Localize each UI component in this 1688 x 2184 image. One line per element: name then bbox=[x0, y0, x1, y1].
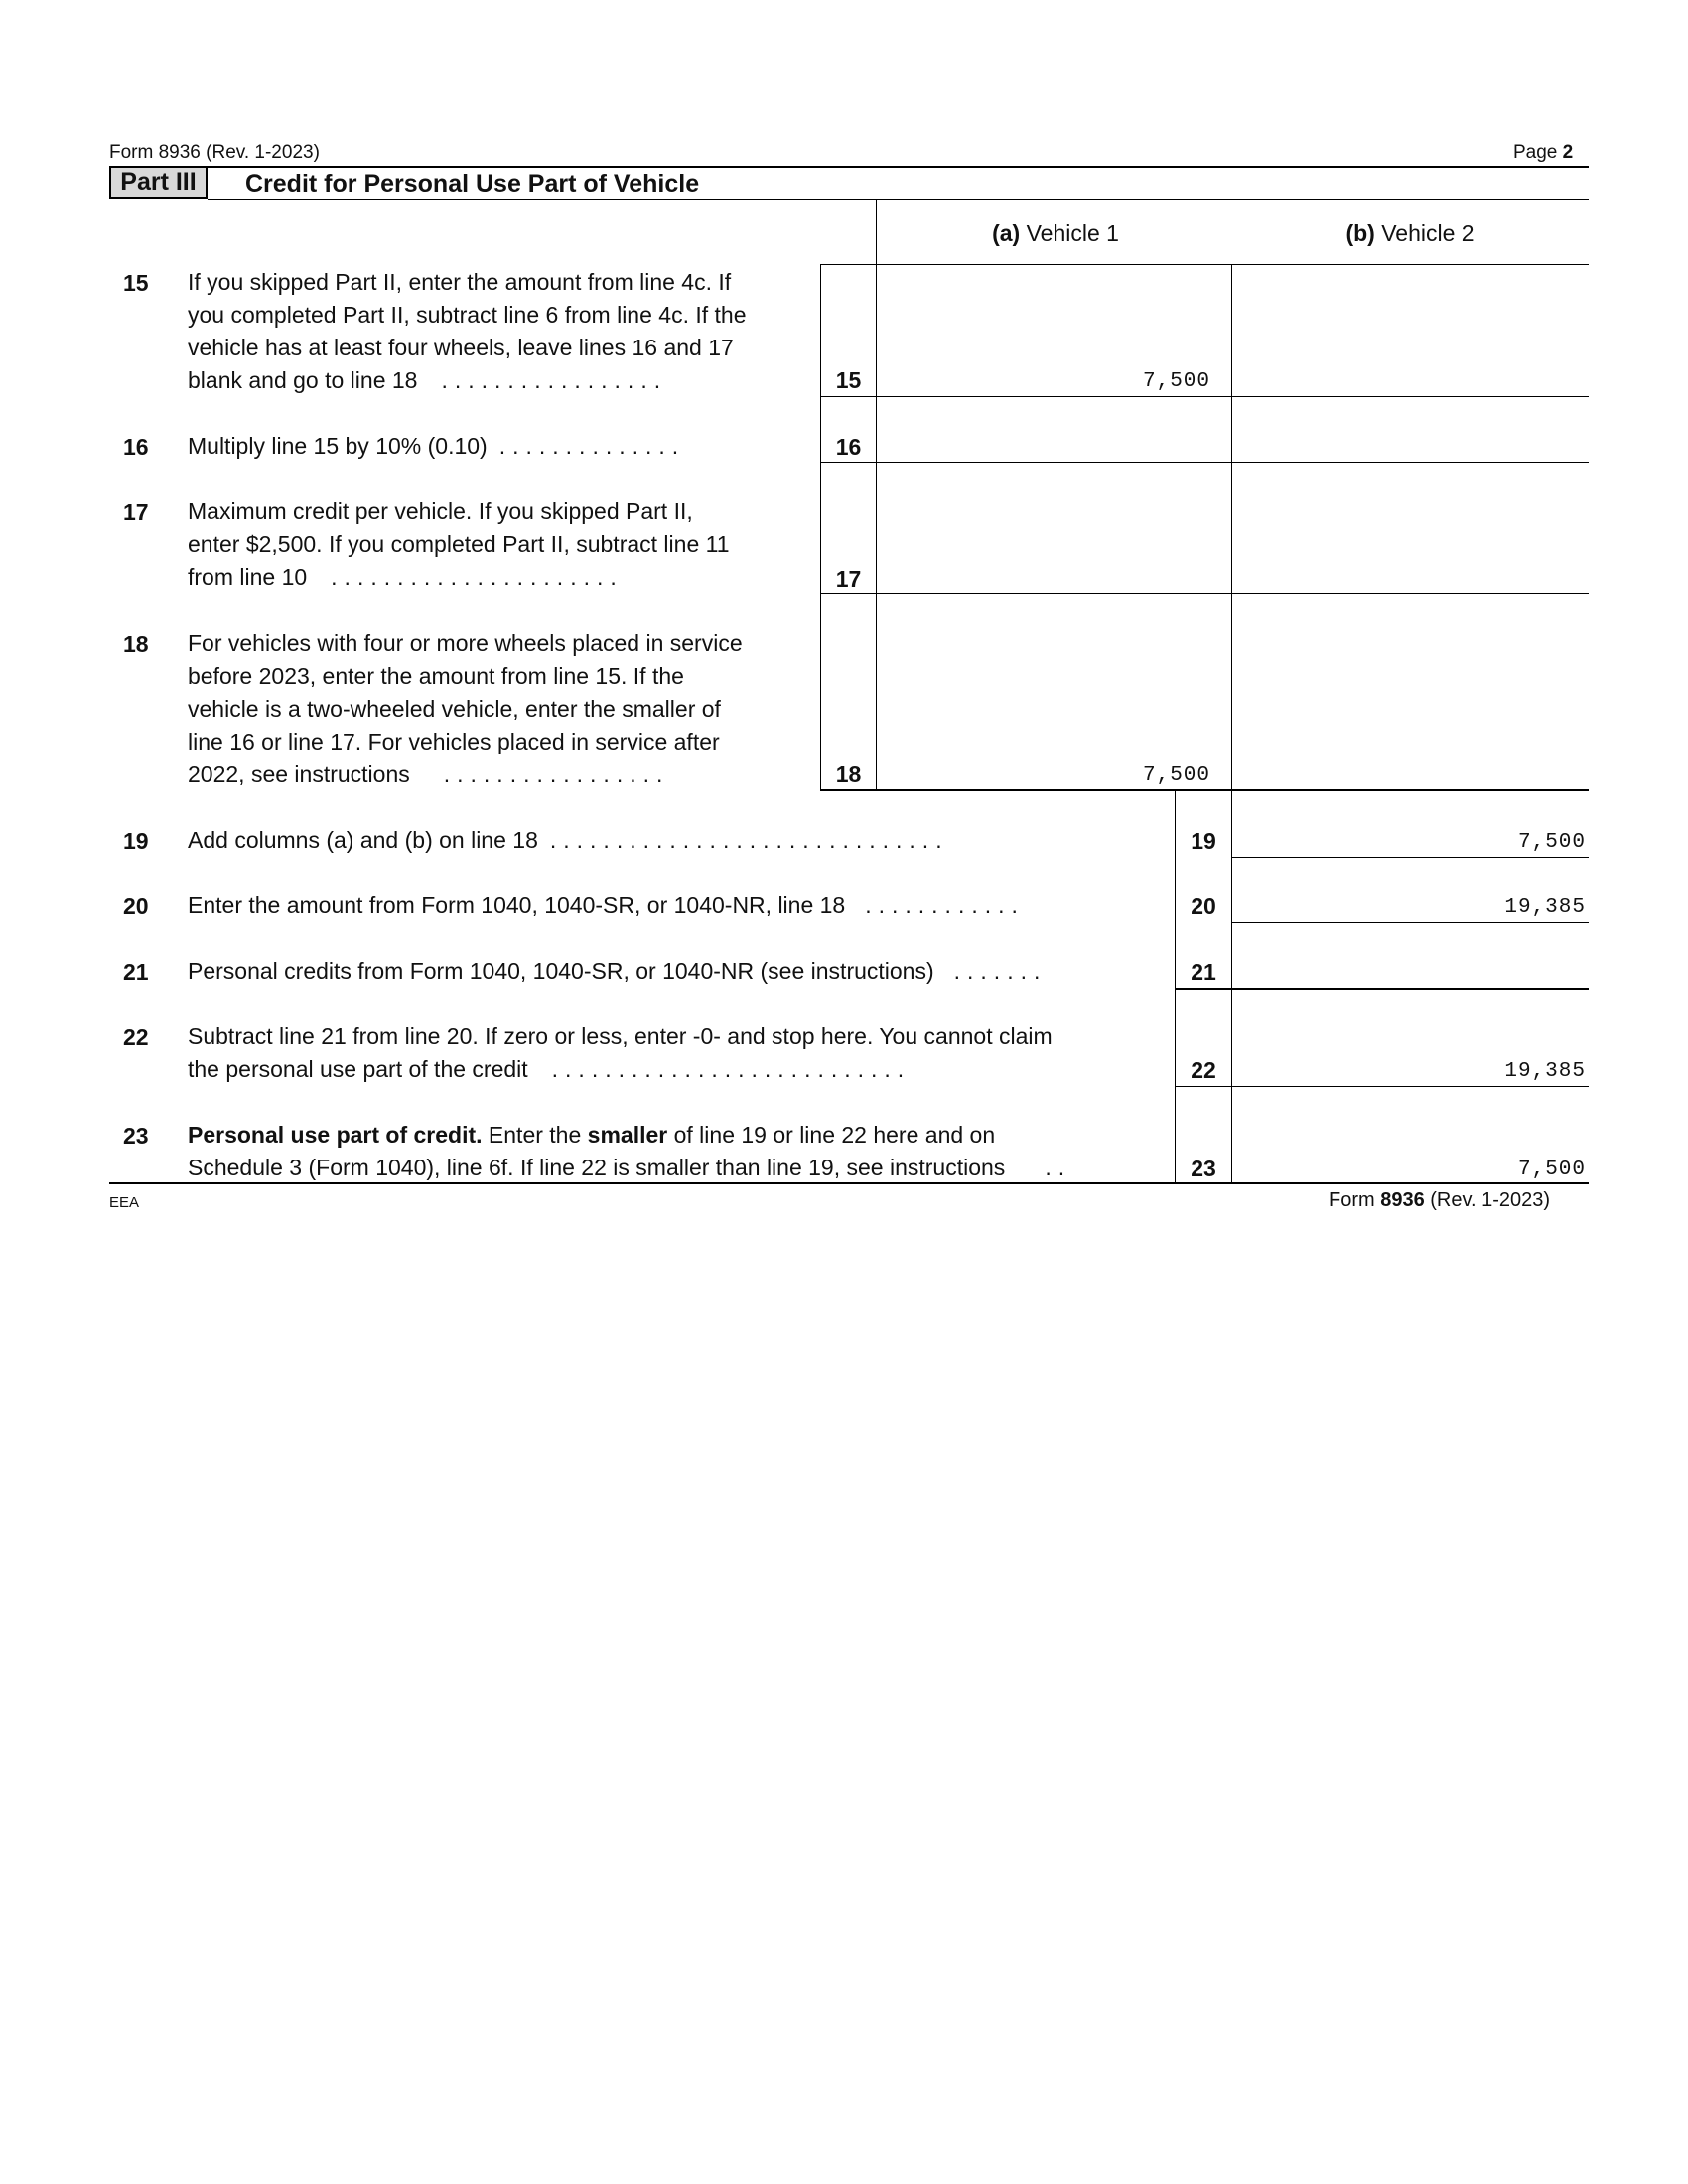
part-title-rule bbox=[208, 199, 1589, 200]
line-16-text-1: Multiply line 15 by 10% (0.10) bbox=[188, 433, 488, 459]
line-23-bold-title: Personal use part of credit. bbox=[188, 1122, 483, 1148]
column-a-letter: (a) bbox=[992, 220, 1021, 246]
line-22-text-1: Subtract line 21 from line 20. If zero or less, enter -0- and stop here. You cannot claim bbox=[188, 1024, 1053, 1049]
line-17-text-2: enter $2,500. If you completed Part II, subtract line 11 bbox=[188, 531, 730, 557]
line-21-text bbox=[188, 955, 1047, 988]
line-21-text-main: Personal credits from Form 1040, 1040-SR, or 1040-NR (see instructions) bbox=[188, 958, 934, 984]
line-20-text-main: Enter the amount from Form 1040, 1040-SR, or 1040-NR, line 18 bbox=[188, 892, 846, 918]
line-15-text-2: you completed Part II, subtract line 6 from line 4c. If the bbox=[188, 302, 747, 328]
line-23-box: 23 bbox=[1191, 1156, 1216, 1181]
row18-bottom-rule bbox=[820, 789, 1589, 791]
form-bottom-rule bbox=[109, 1182, 1589, 1184]
line-23-number: 23 bbox=[123, 1123, 149, 1149]
row17-bottom-rule bbox=[820, 593, 1589, 594]
column-b-header bbox=[1231, 220, 1589, 247]
page-number bbox=[1513, 142, 1573, 164]
line-18-text-3: vehicle is a two-wheeled vehicle, enter the smaller of bbox=[188, 696, 721, 722]
page-label: Page bbox=[1513, 142, 1563, 163]
line-18-text-2: before 2023, enter the amount from line 15. If the bbox=[188, 663, 684, 689]
line-19-text bbox=[188, 824, 949, 857]
line-23-text-2: Schedule 3 (Form 1040), line 6f. If line 22 is smaller than line 19, see instructions bbox=[188, 1155, 1006, 1180]
line-15-text-1: If you skipped Part II, enter the amount from line 4c. If bbox=[188, 269, 732, 295]
line-23-text-b: of line 19 or line 22 here and on bbox=[667, 1122, 996, 1148]
line-20-text bbox=[188, 889, 1025, 922]
footer-eea: EEA bbox=[109, 1194, 140, 1211]
row15-bottom-rule bbox=[820, 396, 1589, 397]
row22-bottom-rule bbox=[1175, 1086, 1589, 1087]
line-22-text-2: the personal use part of the credit bbox=[188, 1056, 528, 1082]
vehicle1-column-left-rule bbox=[876, 264, 877, 790]
line-17-text bbox=[188, 495, 730, 594]
line-18-dots: ................. bbox=[443, 761, 670, 787]
line-17-text-1: Maximum credit per vehicle. If you skipped Part II, bbox=[188, 498, 693, 524]
line-20-number: 20 bbox=[123, 893, 149, 919]
page-number-value: 2 bbox=[1562, 142, 1574, 163]
part-label: Part III bbox=[109, 168, 208, 199]
line-22-text bbox=[188, 1021, 1053, 1086]
line-19-dots: .............................. bbox=[549, 827, 949, 853]
line-15-text-3: vehicle has at least four wheels, leave lines 16 and 17 bbox=[188, 335, 734, 360]
column-b-letter: (b) bbox=[1345, 220, 1375, 246]
line-19-box: 19 bbox=[1191, 828, 1216, 854]
row21-bottom-rule bbox=[1175, 988, 1589, 990]
line-16-box: 16 bbox=[835, 434, 862, 460]
line-15-text bbox=[188, 266, 747, 397]
row16-bottom-rule bbox=[820, 462, 1589, 463]
row19-bottom-rule bbox=[1231, 857, 1589, 858]
line-18-text-5: 2022, see instructions bbox=[188, 761, 410, 787]
line-16-number: 16 bbox=[123, 434, 149, 460]
line-19-text-main: Add columns (a) and (b) on line 18 bbox=[188, 827, 538, 853]
column-a-header bbox=[877, 220, 1234, 247]
line-23-text bbox=[188, 1119, 1071, 1184]
line-20-amount[interactable]: 19,385 bbox=[1504, 896, 1586, 919]
line-15-box: 15 bbox=[835, 367, 862, 393]
column-a-label: Vehicle 1 bbox=[1020, 220, 1119, 246]
line-20-dots: ............ bbox=[865, 892, 1025, 918]
line-17-text-3: from line 10 bbox=[188, 564, 308, 590]
line-18-text-4: line 16 or line 17. For vehicles placed in service after bbox=[188, 729, 720, 754]
footer-form-number: 8936 bbox=[1380, 1189, 1425, 1211]
line-15-dots: ................. bbox=[441, 367, 668, 393]
line-16-dots: .............. bbox=[498, 433, 686, 459]
line-18-number: 18 bbox=[123, 631, 149, 657]
line-18-text-1: For vehicles with four or more wheels placed in service bbox=[188, 630, 743, 656]
footer-form-id bbox=[1329, 1189, 1550, 1212]
line-17-dots: ...................... bbox=[331, 564, 624, 590]
vehicle2-column-left-rule bbox=[1231, 264, 1232, 790]
line-15-vehicle1-amount[interactable]: 7,500 bbox=[1142, 370, 1210, 393]
line-22-amount[interactable]: 19,385 bbox=[1504, 1060, 1586, 1083]
line-22-number: 22 bbox=[123, 1024, 149, 1050]
line-15-text-4: blank and go to line 18 bbox=[188, 367, 418, 393]
line-23-text-a: Enter the bbox=[482, 1122, 588, 1148]
part-title: Credit for Personal Use Part of Vehicle bbox=[245, 170, 700, 198]
row20-bottom-rule bbox=[1231, 922, 1589, 923]
line-15-number: 15 bbox=[123, 270, 149, 296]
footer-form-prefix: Form bbox=[1329, 1189, 1381, 1211]
line-19-number: 19 bbox=[123, 828, 149, 854]
line-20-box: 20 bbox=[1191, 893, 1216, 919]
line-16-text bbox=[188, 430, 685, 463]
line-19-amount[interactable]: 7,500 bbox=[1517, 831, 1586, 854]
header-rule bbox=[109, 166, 1589, 168]
line-18-text bbox=[188, 627, 743, 791]
line-18-box: 18 bbox=[835, 761, 862, 787]
line-17-box: 17 bbox=[835, 566, 862, 592]
footer-form-suffix: (Rev. 1-2023) bbox=[1424, 1189, 1551, 1211]
line-17-number: 17 bbox=[123, 499, 149, 525]
form-revision-header: Form 8936 (Rev. 1-2023) bbox=[109, 142, 320, 163]
line-22-box: 22 bbox=[1191, 1057, 1216, 1083]
line-23-amount[interactable]: 7,500 bbox=[1517, 1159, 1586, 1181]
line-22-dots: ........................... bbox=[551, 1056, 912, 1082]
line-18-vehicle1-amount[interactable]: 7,500 bbox=[1142, 764, 1210, 787]
column-header-rule bbox=[820, 264, 1589, 265]
box-column-left-rule bbox=[820, 264, 821, 790]
line-23-dots: .. bbox=[1045, 1155, 1072, 1180]
column-b-label: Vehicle 2 bbox=[1374, 220, 1475, 246]
line-21-box: 21 bbox=[1191, 959, 1216, 985]
line-21-dots: ....... bbox=[953, 958, 1048, 984]
line-23-bold-smaller: smaller bbox=[587, 1122, 668, 1148]
line-21-number: 21 bbox=[123, 959, 149, 985]
